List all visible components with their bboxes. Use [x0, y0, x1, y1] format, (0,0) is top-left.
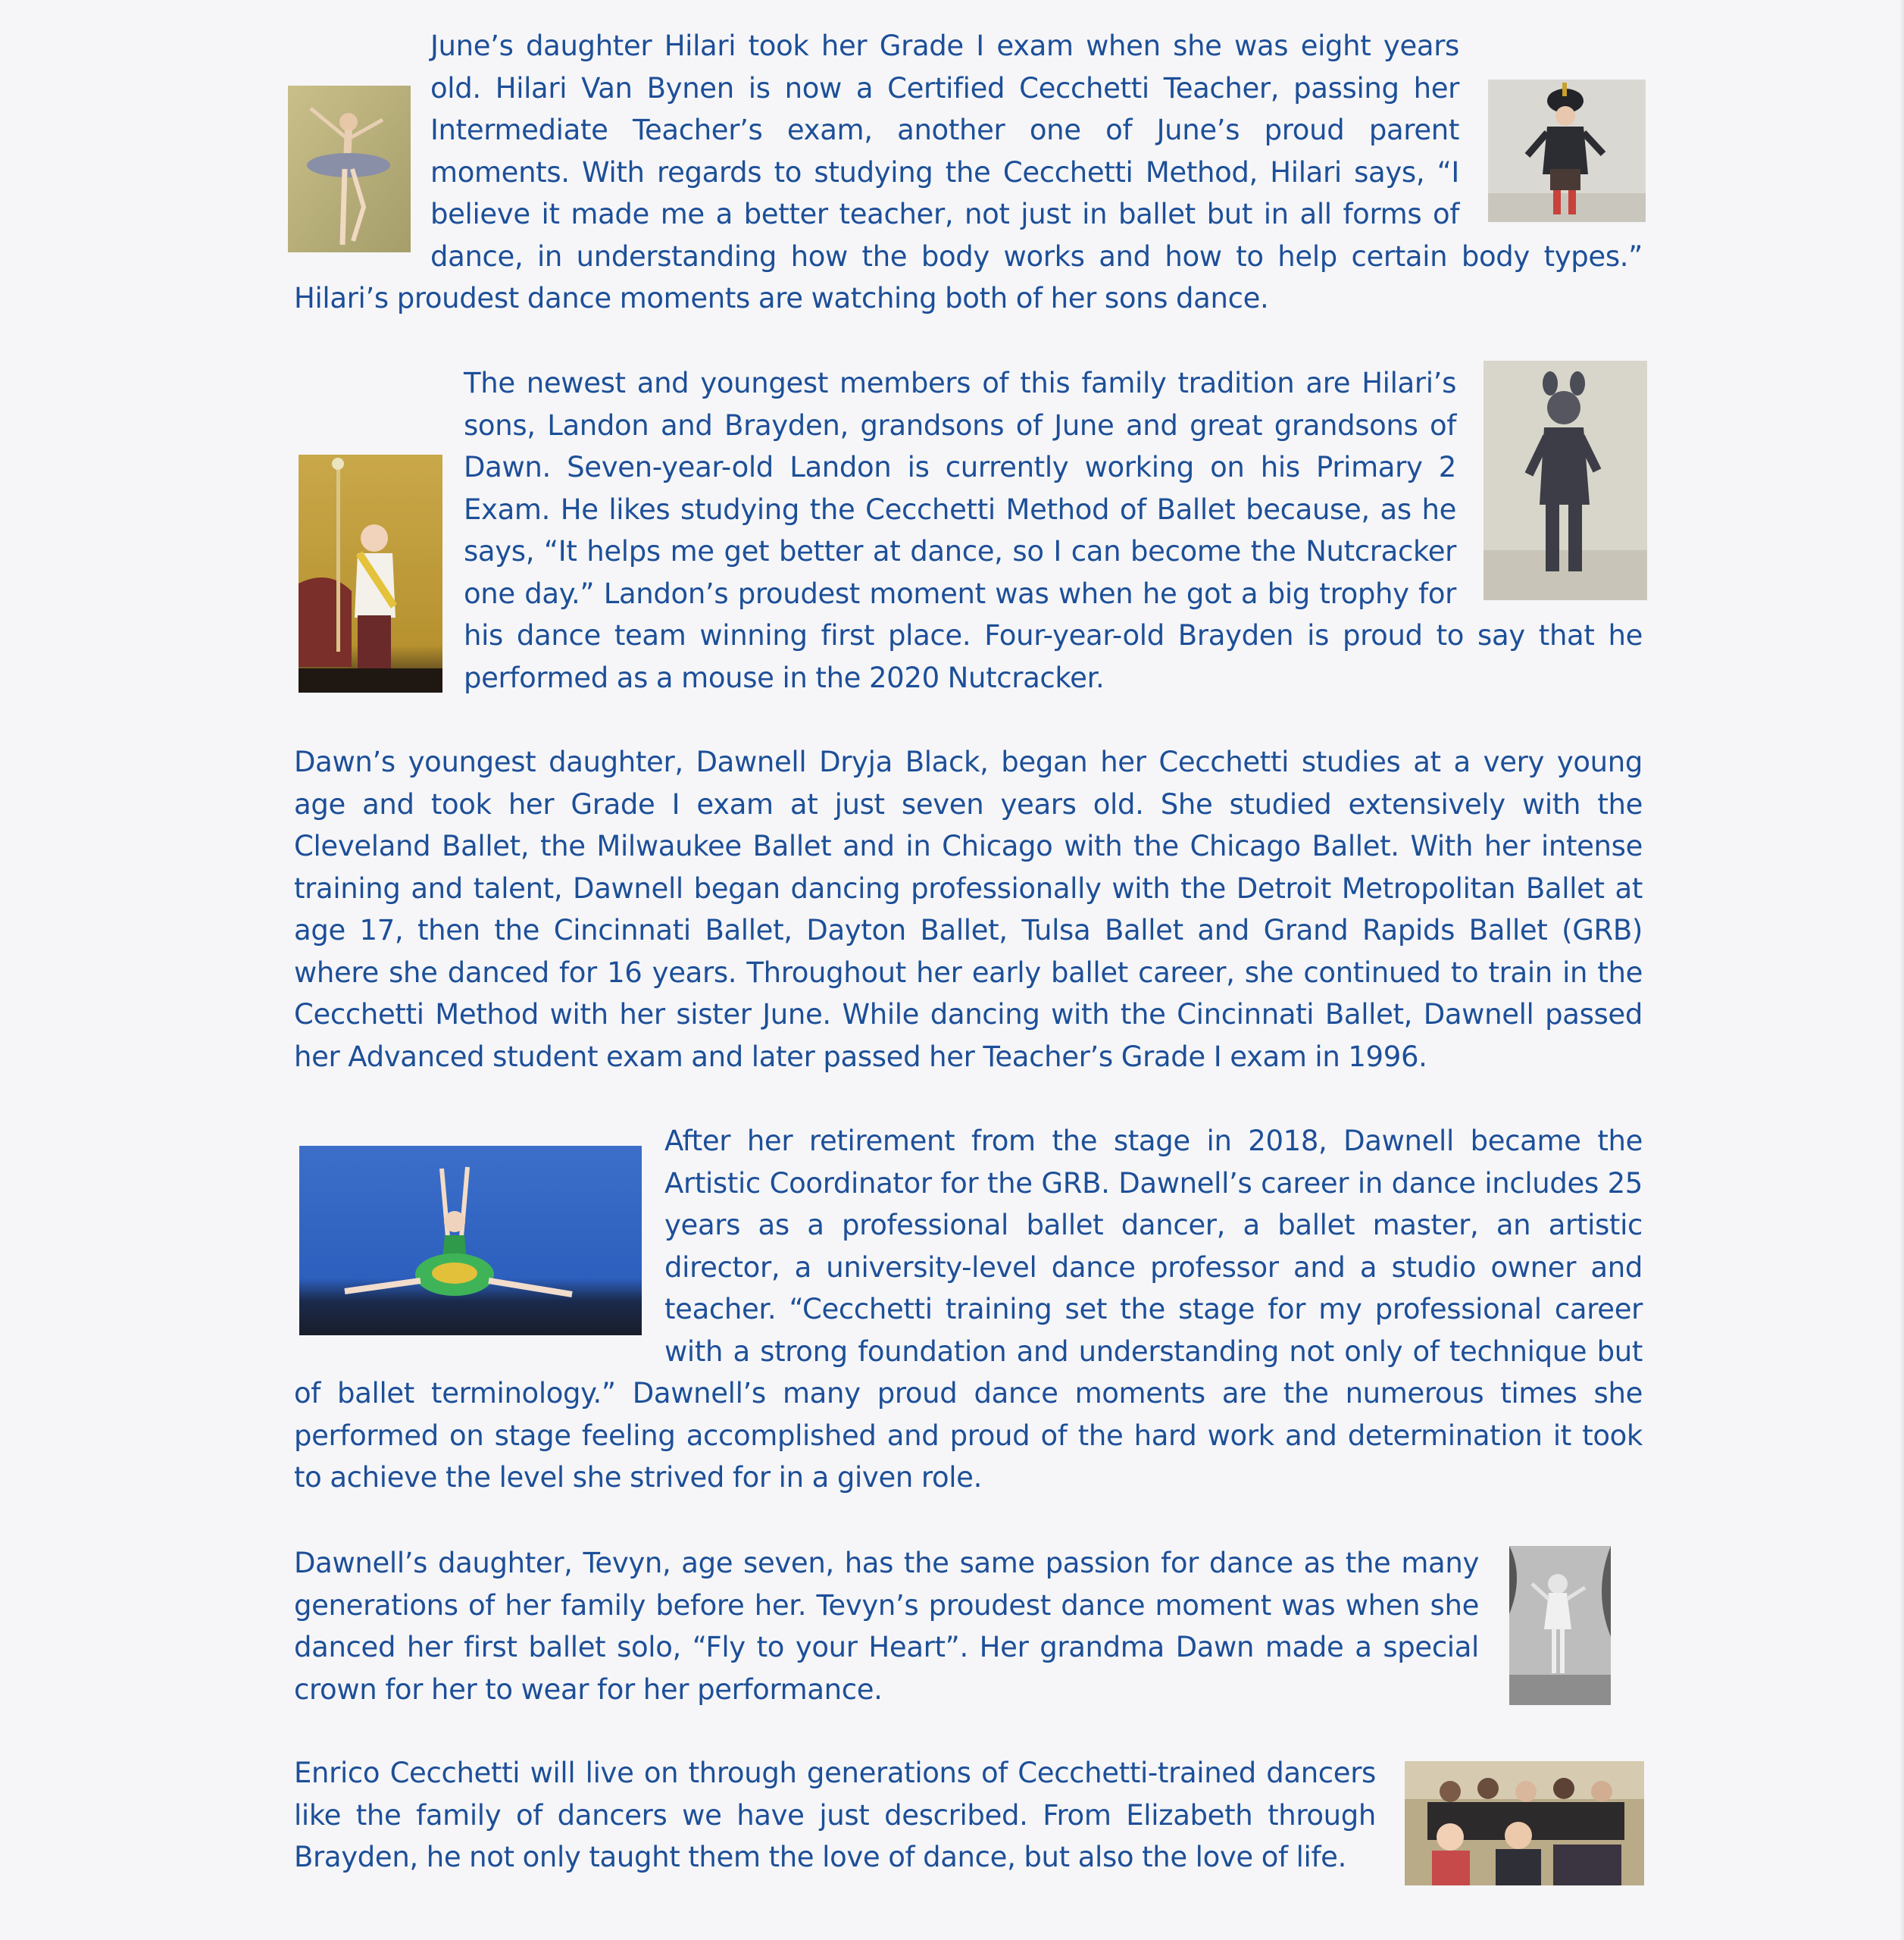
paragraph-dawnell-career [294, 741, 1643, 1078]
child-in-costume-photo [1488, 80, 1646, 222]
paragraph-landon-brayden [294, 362, 1643, 699]
paragraph-text: After her retirement from the stage in 2018, Dawnell became the Artistic Coordinator for the GRB. Dawnell’s career in dance includes 25 years as a professional ballet dancer, a ballet master, an artistic director, a university-level dance professor and a studio owner and teacher. “Cecchetti training set the stage for my professional career with a strong foundation and understanding not only of technique but of ballet terminology.” Dawnell’s many proud dance moments are the numerous times she performed on stage feeling accomplished and proud of the hard work and determination it took to achieve the level she strived for in a given role. [294, 1125, 1643, 1494]
ballerina-in-tutu-photo [288, 86, 411, 252]
paragraph-text: Dawnell’s daughter, Tevyn, age seven, has the same passion for dance as the many generations of her family before her. Tevyn’s proudest dance moment was when she danced her first ballet solo, “Fly to your Heart”. Her grandma Dawn made a special crown for her to wear for her performance. [294, 1547, 1479, 1706]
paragraph-text: Dawn’s youngest daughter, Dawnell Dryja Black, began her Cecchetti studies at a very young age and took her Grade I exam at just seven years old. She studied extensively with the Cleveland Ballet, the Milwaukee Ballet and in Chicago with the Chicago Ballet. With her intense training and talent, Dawnell began dancing professionally with the Detroit Metropolitan Ballet at age 17, then the Cincinnati Ballet, Dayton Ballet, Tulsa Ballet and Grand Rapids Ballet (GRB) where she danced for 16 years. Throughout her early ballet career, she continued to train in the Cecchetti Method with her sister June. While dancing with the Cincinnati Ballet, Dawnell passed her Advanced student exam and later passed her Teacher’s Grade I exam in 1996. [294, 746, 1643, 1073]
landon-nutcracker-photo [299, 455, 442, 693]
paragraph-text: June’s daughter Hilari took her Grade I exam when she was eight years old. Hilari Van Bynen is now a Certified Cecchetti Teacher, passing her Intermediate Teacher’s exam, another one of June’s proud parent moments. With regards to studying the Cecchetti Method, Hilari says, “I believe it made me a better teacher, not just in ballet but in all forms of dance, in understanding how the body works and how to help certain body types.” Hilari’s proudest dance moments are watching both of her sons dance. [294, 30, 1643, 314]
paragraph-tevyn [294, 1542, 1643, 1710]
paragraph-hilari [294, 25, 1643, 320]
tevyn-ballet-photo [1509, 1546, 1611, 1705]
paragraph-closing [294, 1752, 1643, 1885]
scan-edge [1899, 0, 1904, 1940]
brayden-mouse-photo [1483, 361, 1647, 600]
dawnell-split-leap-photo [299, 1146, 642, 1335]
paragraph-text: Enrico Cecchetti will live on through generations of Cecchetti-trained dancers like the family of dancers we have just described. From Elizabeth through Brayden, he not only taught them the love of dance, but also the love of life. [294, 1757, 1376, 1873]
family-group-photo [1405, 1761, 1644, 1885]
paragraph-dawnell-retirement [294, 1120, 1643, 1499]
paragraph-text: The newest and youngest members of this family tradition are Hilari’s sons, Landon and Brayden, grandsons of June and great grandsons of Dawn. Seven-year-old Landon is currently working on his Primary 2 Exam. He likes studying the Cecchetti Method of Ballet because, as he says, “It helps me get better at dance, so I can become the Nutcracker one day.” Landon’s proudest moment was when he got a big trophy for his dance team winning first place. Four-year-old Brayden is proud to say that he performed as a mouse in the 2020 Nutcracker. [464, 367, 1643, 694]
